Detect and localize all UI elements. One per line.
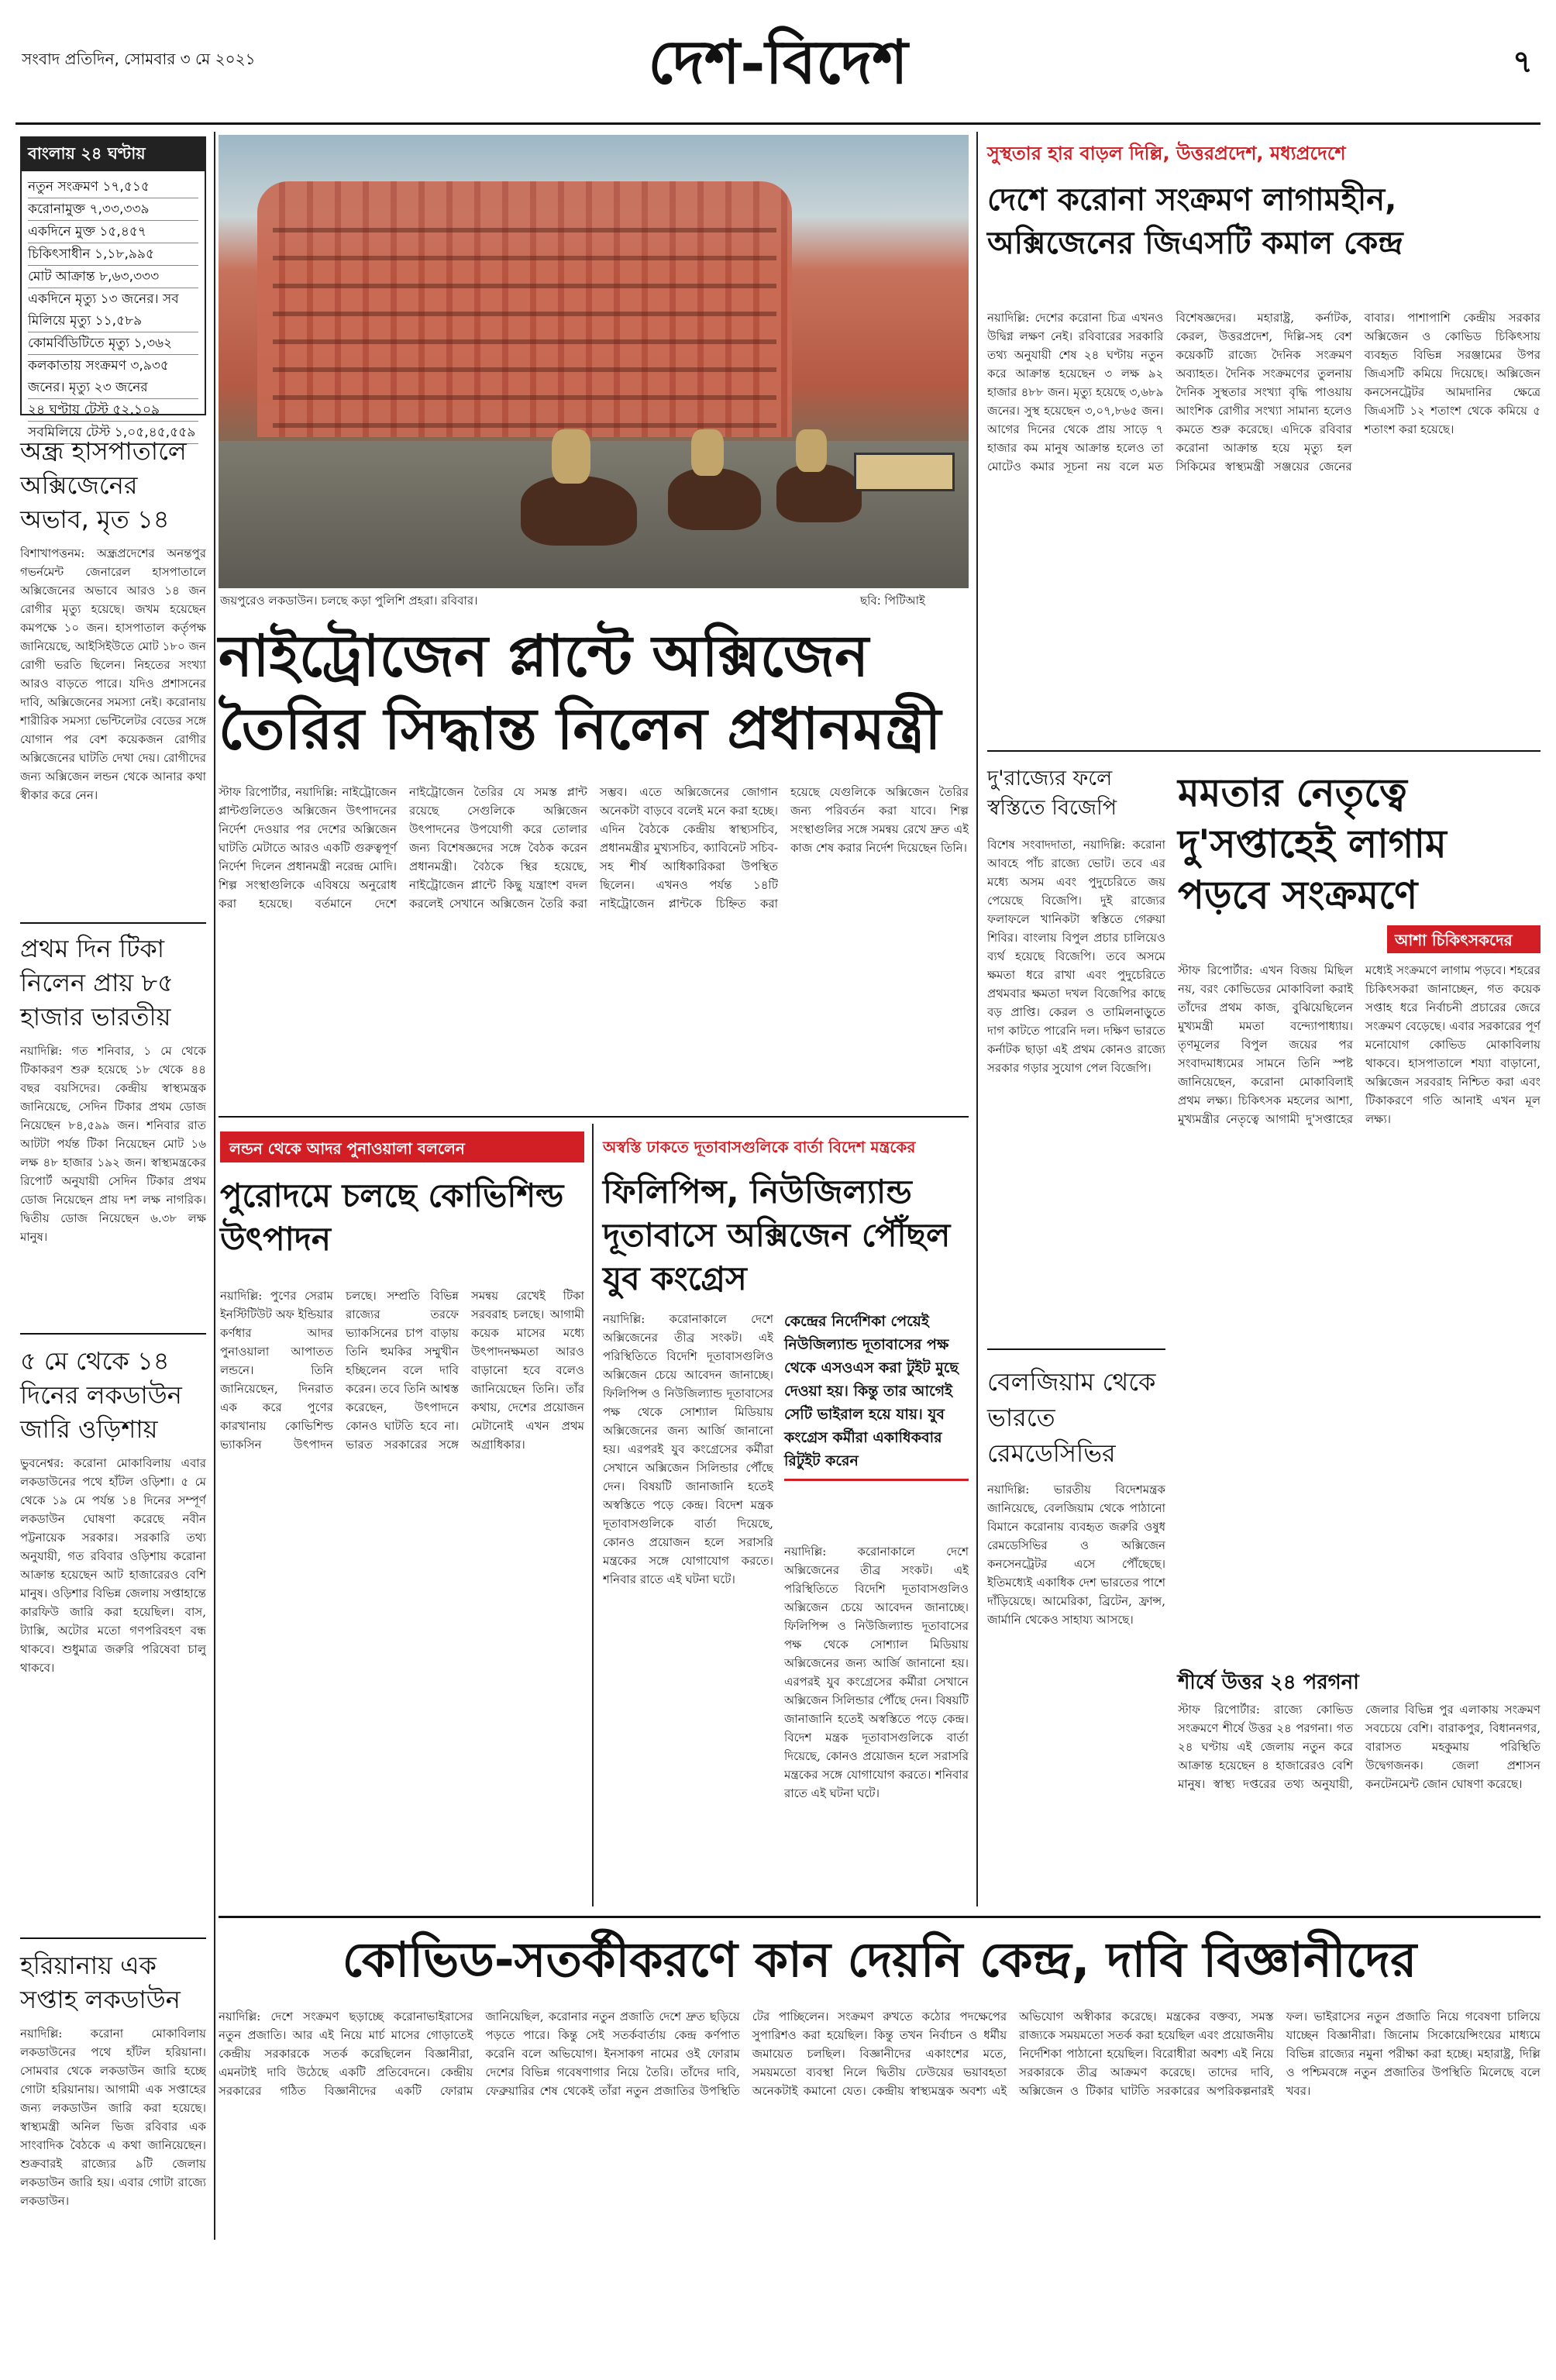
top-right-body: নয়াদিল্লি: দেশের করোনা চিত্র এখনও উদ্বিগ্ন লক্ষণ নেই। রবিবারের সরকারি তথ্য অনুযায়ী শেষ ২৪ ঘণ্টায় নতুন করে আক্রান্ত হয়েছেন ৩ লক্ষ ৯২ হাজার ৪৮৮ জন। মৃত্যু হয়েছে ৩,৬৮৯ জনের। সুস্থ হয়েছেন ৩,০৭,৮৬৫ জন। আগের দিনের থেকে প্রায় সাড়ে ৭ হাজার কম মানুষ আক্রান্ত হলেও তা মোটেও কমার সূচনা নয় বলে মত বিশেষজ্ঞদের। মহারাষ্ট্র, কর্নাটক, কেরল, উত্তরপ্রদেশ, দিল্লি-সহ বেশ কয়েকটি রাজ্যে দৈনিক সংক্রমণ অব্যাহত। দৈনিক সংক্রমণের তুলনায় দৈনিক সুস্থতার সংখ্যা বৃদ্ধি পাওয়ায় আংশিক রোগীর সংখ্যা সামান্য হলেও কমতে শুরু করেছে। এদিকে রবিবার করোনা আক্রান্ত হয়ে মৃত্যু হল সিকিমের স্বাস্থ্যমন্ত্রী সঞ্জয়ের জেনের বাবার। পাশাপাশি কেন্দ্রীয় সরকার অক্সিজেন ও কোভিড চিকিৎসায় ব্যবহৃত বিভিন্ন সরঞ্জামের উপর জিএসটি কমিয়ে দিয়েছে। অক্সিজেন কনসেনট্রেটর আমদানির ক্ষেত্রে জিএসটি ১২ শতাংশ থেকে কমিয়ে ৫ শতাংশ করা হয়েছে। — [987, 311, 1541, 474]
photo-caption: জয়পুরেও লকডাউন। চলছে কড়া পুলিশি প্রহরা। রবিবার। — [220, 594, 478, 608]
mamata-headline: মমতার নেতৃত্বে দু'সপ্তাহেই লাগাম পড়বে সংক্রমণে — [1178, 770, 1447, 918]
stats-row: একদিনে মৃত্যু ১৩ জনের। সব মিলিয়ে মৃত্যু ১১,৫৮৯ — [28, 288, 198, 332]
bottom-headline: কোভিড-সতর্কীকরণে কান দেয়নি কেন্দ্র, দাবি বিজ্ঞানীদের — [342, 1931, 1417, 1988]
bjp-body: বিশেষ সংবাদদাতা, নয়াদিল্লি: করোনা আবহে পাঁচ রাজ্যে ভোট। তবে এর মধ্যে অসম এবং পুদুচেরিতে জয় পেয়েছে বিজেপি। দুই রাজ্যের ফলাফলে খানিকটা স্বস্তিতে গেরুয়া শিবির। বাংলায় বিপুল প্রচার চালিয়েও ব্যর্থ হয়েছে বিজেপি। তবে অসমে ক্ষমতা ধরে রাখা এবং পুদুচেরিতে প্রথমবার ক্ষমতা দখল বিজেপির কাছে বড় প্রাপ্তি। কেরল ও তামিলনাড়ুতে দাগ কাটতে পারেনি দল। দক্ষিণ ভারতে কর্নাটক ছাড়া এই প্রথম কোনও রাজ্যে সরকার গড়ার সুযোগ পেল বিজেপি। — [987, 838, 1165, 1075]
top-right-kicker: সুস্থতার হার বাড়ল দিল্লি, উত্তরপ্রদেশ, মধ্যপ্রদেশে — [987, 143, 1346, 164]
masthead: দেশ-বিদেশ — [648, 27, 908, 98]
stats-row: কলকাতায় সংক্রমণ ৩,৯৩৫ জনের। মৃত্যু ২৩ জনের — [28, 355, 198, 399]
philippines-kicker: অস্বস্তি ঢাকতে দূতাবাসগুলিকে বার্তা বিদেশ মন্ত্রকের — [603, 1138, 916, 1156]
top-right-headline: দেশে করোনা সংক্রমণ লাগামহীন, অক্সিজেনের জিএসটি কমাল কেন্দ্র — [987, 182, 1403, 261]
haryana-story — [20, 1948, 206, 2319]
stats-list — [28, 176, 198, 444]
mamata-subhead: আশা চিকিৎসকদের — [1387, 925, 1541, 953]
bjp-headline: দু'রাজ্যের ফলে স্বস্তিতে বিজেপি — [987, 766, 1117, 820]
vaccine-headline: প্রথম দিন টিকা নিলেন প্রায় ৮৫ হাজার ভারতীয় — [20, 934, 174, 1032]
andhra-headline: অন্ধ্র হাসপাতালে অক্সিজেনের অভাব, মৃত ১৪ — [20, 436, 187, 534]
stats-row: নতুন সংক্রমণ ১৭,৫১৫ — [28, 176, 198, 198]
belgium-body: নয়াদিল্লি: ভারতীয় বিদেশমন্ত্রক জানিয়েছে, বেলজিয়াম থেকে পাঠানো বিমানে করোনায় ব্যবহৃত জরুরি ওষুধ রেমডেসিভির ও অক্সিজেন কনসেনট্রেটর এসে পৌঁছেছে। ইতিমধ্যেই একাধিক দেশ ভারতের পাশে দাঁড়িয়েছে। আমেরিকা, ব্রিটেন, ফ্রান্স, জার্মানি থেকেও সাহায্য আসছে। — [987, 1483, 1165, 1627]
odisha-story — [20, 1344, 206, 1927]
haryana-headline: হরিয়ানায় এক সপ্তাহ লকডাউন — [20, 1951, 181, 2014]
serum-headline: পুরোদমে চলছে কোভিশিল্ড উৎপাদন — [220, 1176, 564, 1258]
andhra-body: বিশাখাপত্তনম: অন্ধ্রপ্রদেশের অনন্তপুর গভর্নমেন্ট জেনারেল হাসপাতালে অক্সিজেনের অভাবে আরও ১৪ জন রোগীর মৃত্যু হয়েছে। জখম হয়েছেন কমপক্ষে ১০ জন। হাসপাতাল কর্তৃপক্ষ জানিয়েছে, আইসিইউতে মোট ১৮০ জন রোগী ভরতি ছিলেন। নিহতের সংখ্যা আরও বাড়তে পারে। যদিও প্রশাসনের দাবি, অক্সিজেনের সমস্যা নেই। করোনায় শারীরিক সমস্যা ভেন্টিলেটর বেডের সঙ্গে যোগান পর বেশ কয়েকজন রোগীর অক্সিজেনের ঘাটতি দেখা দেয়। রোগীদের জন্য অক্সিজেন লন্ডন থেকে আনার কথা স্বীকার করে নেন। — [20, 546, 206, 802]
haryana-body: নয়াদিল্লি: করোনা মোকাবিলায় লকডাউনের পথে হাঁটল হরিয়ানা। সোমবার থেকে লকডাউন জারি হচ্ছে গোটা হরিয়ানায়। আগামী এক সপ্তাহের জন্য লকডাউন জারি করা হয়েছে। স্বাস্থ্যমন্ত্রী অনিল ভিজ রবিবার এক সাংবাদিক বৈঠকে এ কথা জানিয়েছেন। শুক্রবারই রাজ্যের ৯টি জেলায় লকডাউন জারি হয়। এবার গোটা রাজ্যে লকডাউন। — [20, 2027, 206, 2208]
vaccine-body: নয়াদিল্লি: গত শনিবার, ১ মে থেকে টিকাকরণ শুরু হয়েছে ১৮ থেকে ৪৪ বছর বয়সিদের। কেন্দ্রীয় স্বাস্থ্যমন্ত্রক জানিয়েছে, সেদিন টিকার প্রথম ডোজ নিয়েছেন ৮৪,৫৯৯ জন। শনিবার রাত আটটা পর্যন্ত টিকা নিয়েছেন মোট ১৬ লক্ষ ৪৮ হাজার ১৯২ জন। স্বাস্থ্যমন্ত্রকের রিপোর্ট অনুযায়ী সেদিন টিকার প্রথম ডোজ নিয়েছেন প্রায় দশ লক্ষ নাগরিক। দ্বিতীয় ডোজ নিয়েছেন ৬.৩৮ লক্ষ মানুষ। — [20, 1044, 206, 1244]
odisha-headline: ৫ মে থেকে ১৪ দিনের লকডাউন জারি ওড়িশায় — [20, 1346, 182, 1444]
bottom-body: নয়াদিল্লি: দেশে সংক্রমণ ছড়াচ্ছে করোনাভাইরাসের নতুন প্রজাতি। আর এই নিয়ে মার্চ মাসের গোড়াতেই কেন্দ্রীয় সরকারকে সতর্ক করেছিলেন বিজ্ঞানীরা, এমনটাই দাবি উঠেছে একটি প্রতিবেদনে। কেন্দ্রীয় সরকারের গঠিত বিজ্ঞানীদের একটি ফোরাম জানিয়েছিল, করোনার নতুন প্রজাতি দেশে দ্রুত ছড়িয়ে পড়তে পারে। কিন্তু সেই সতর্কবার্তায় কেন্দ্র কর্ণপাত করেনি বলে অভিযোগ। ইনসাকগ নামের ওই ফোরাম দেশের বিভিন্ন গবেষণাগার নিয়ে তৈরি। তাঁদের দাবি, ফেব্রুয়ারির শেষ থেকেই তাঁরা নতুন প্রজাতির উপস্থিতি টের পাচ্ছিলেন। সংক্রমণ রুখতে কঠোর পদক্ষেপের সুপারিশও করা হয়েছিল। কিন্তু তখন নির্বাচন ও ধর্মীয় জমায়েত চলছিল। বিজ্ঞানীদের একাংশের মতে, সময়মতো ব্যবস্থা নিলে দ্বিতীয় ঢেউয়ের ভয়াবহতা অনেকটাই কমানো যেত। কেন্দ্রীয় স্বাস্থ্যমন্ত্রক অবশ্য এই অভিযোগ অস্বীকার করেছে। মন্ত্রকের বক্তব্য, সমস্ত রাজ্যকে সময়মতো সতর্ক করা হয়েছিল এবং প্রয়োজনীয় নির্দেশিকা পাঠানো হয়েছিল। বিরোধীরা অবশ্য এই নিয়ে সরকারকে তীব্র আক্রমণ করেছে। তাদের দাবি, অক্সিজেন ও টিকার ঘাটতি সরকারের অপরিকল্পনারই ফল। ভাইরাসের নতুন প্রজাতি নিয়ে গবেষণা চালিয়ে যাচ্ছেন বিজ্ঞানীরা। জিনোম সিকোয়েন্সিংয়ের মাধ্যমে বিভিন্ন রাজ্যের নমুনা পরীক্ষা করা হচ্ছে। মহারাষ্ট্র, দিল্লি ও পশ্চিমবঙ্গে নতুন প্রজাতির উপস্থিতি মিলেছে বলে খবর। — [219, 2010, 1541, 2098]
page-number: ৭ — [1512, 44, 1533, 80]
philippines-body-2: নয়াদিল্লি: করোনাকালে দেশে অক্সিজেনের তীব্র সংকট। এই পরিস্থিতিতে বিদেশি দূতাবাসগুলিও অক্সিজেন চেয়ে আবেদন জানাচ্ছে। ফিলিপিন্স ও নিউজিল্যান্ড দূতাবাসের পক্ষ থেকে সোশ্যাল মিডিয়ায় অক্সিজেনের জন্য আর্জি জানানো হয়। এরপরই যুব কংগ্রেসের কর্মীরা সেখানে অক্সিজেন সিলিন্ডার পৌঁছে দেন। বিষয়টি জানাজানি হতেই অস্বস্তিতে পড়ে কেন্দ্র। বিদেশ মন্ত্রক দূতাবাসগুলিকে বার্তা দিয়েছে, কোনও প্রয়োজন হলে সরাসরি মন্ত্রকের সঙ্গে যোগাযোগ করতে। শনিবার রাতে এই ঘটনা ঘটে। — [784, 1545, 969, 1800]
right-rule-2 — [987, 1348, 1165, 1350]
jaipur-photo — [219, 135, 969, 588]
vaccine-story — [20, 932, 206, 1328]
odisha-body: ভুবনেশ্বর: করোনা মোকাবিলায় এবার লকডাউনের পথে হাঁটল ওড়িশা। ৫ মে থেকে ১৯ মে পর্যন্ত ১৪ দিনের সম্পূর্ণ লকডাউন ঘোষণা করেছে নবীন পট্টনায়েক সরকার। সরকারি তথ্য অনুযায়ী, গত রবিবার ওড়িশায় করোনা আক্রান্ত হয়েছেন আট হাজারেরও বেশি মানুষ। ওড়িশার বিভিন্ন জেলায় সপ্তাহান্তে কারফিউ জারি করা হয়েছিল। বাস, ট্যাক্সি, অটোর মতো গণপরিবহণ বন্ধ থাকবে। শুধুমাত্র জরুরি পরিষেবা চালু থাকবে। — [20, 1456, 206, 1675]
stats-row: মোট আক্রান্ত ৮,৬৩,৩৩৩ — [28, 266, 198, 288]
belgium-headline: বেলজিয়াম থেকে ভারতে রেমডেসিভির — [987, 1367, 1156, 1468]
nitrogen-headline: নাইট্রোজেন প্লান্টে অক্সিজেন তৈরির সিদ্ধান্ত নিলেন প্রধানমন্ত্রী — [219, 623, 942, 763]
stats-row: কোমর্বিডিটিতে মৃত্যু ১,৩৬২ — [28, 332, 198, 355]
left-rule-2 — [20, 1333, 206, 1335]
stats-row: চিকিৎসাধীন ১,১৮,৯৯৫ — [28, 243, 198, 266]
philippines-pullquote: কেন্দ্রের নির্দেশিকা পেয়েই নিউজিল্যান্ড দূতাবাসের পক্ষ থেকে এসওএস করা টুইট মুছে দেওয়া হয়। কিন্তু তার আগেই সেটি ভাইরাল হয়ে যায়। যুব কংগ্রেস কর্মীরা একাধিকবার রিটুইট করেন — [784, 1310, 969, 1481]
left-rule-3 — [20, 1937, 206, 1939]
header-date: সংবাদ প্রতিদিন, সোমবার ৩ মে ২০২১ — [22, 50, 256, 68]
stats-row: একদিনে মুক্ত ১৫,৪৫৭ — [28, 221, 198, 243]
north24-headline: শীর্ষে উত্তর ২৪ পরগনা — [1178, 1671, 1359, 1694]
stats-row: করোনামুক্ত ৭,৩৩,৩৩৯ — [28, 198, 198, 221]
photo-credit: ছবি: পিটিআই — [860, 594, 925, 608]
right-divider — [976, 132, 978, 1906]
north24-body: স্টাফ রিপোর্টার: রাজ্যে কোভিড সংক্রমণে শীর্ষে উত্তর ২৪ পরগনা। গত ২৪ ঘণ্টায় এই জেলায় নতুন করে আক্রান্ত হয়েছেন ৪ হাজারেরও বেশি মানুষ। স্বাস্থ্য দপ্তরের তথ্য অনুযায়ী, জেলার বিভিন্ন পুর এলাকায় সংক্রমণ সবচেয়ে বেশি। বারাকপুর, বিধাননগর, বারাসত মহকুমায় পরিস্থিতি উদ্বেগজনক। জেলা প্রশাসন কনটেনমেন্ট জোন ঘোষণা করেছে। — [1178, 1703, 1541, 1791]
mid-rule — [219, 1116, 969, 1118]
serum-kicker: লন্ডন থেকে আদর পুনাওয়ালা বললেন — [220, 1131, 584, 1162]
left-divider — [214, 132, 215, 2240]
bottom-rule — [219, 1916, 1541, 1918]
left-rule-1 — [20, 922, 206, 924]
header-rule — [15, 122, 1541, 125]
serum-divider — [592, 1124, 594, 1906]
stats-box — [20, 136, 206, 440]
nitrogen-body: স্টাফ রিপোর্টার, নয়াদিল্লি: নাইট্রোজেন প্লান্টগুলিতেও অক্সিজেন উৎপাদনের নির্দেশ দেওয়ার পর দেশের অক্সিজেন ঘাটতি মেটাতে আরও একটি গুরুত্বপূর্ণ নির্দেশ দিলেন প্রধানমন্ত্রী নরেন্দ্র মোদি। শিল্প সংস্থাগুলিকে এবিষয়ে অনুরোধ করা হয়েছে। বর্তমানে দেশে নাইট্রোজেন তৈরির যে সমস্ত প্লান্ট রয়েছে সেগুলিকে অক্সিজেন উৎপাদনের উপযোগী করে তোলার জন্য বিশেষজ্ঞদের সঙ্গে বৈঠক করেন প্রধানমন্ত্রী। বৈঠকে স্থির হয়েছে, নাইট্রোজেন প্লান্টে কিছু যন্ত্রাংশ বদল করলেই সেখানে অক্সিজেন তৈরি করা সম্ভব। এতে অক্সিজেনের জোগান অনেকটা বাড়বে বলেই মনে করা হচ্ছে। এদিন বৈঠকে কেন্দ্রীয় স্বাস্থ্যসচিব, প্রধানমন্ত্রীর মুখ্যসচিব, ক্যাবিনেট সচিব-সহ শীর্ষ আধিকারিকরা উপস্থিত ছিলেন। এখনও পর্যন্ত ১৪টি নাইট্রোজেন প্লান্টকে চিহ্নিত করা হয়েছে যেগুলিকে অক্সিজেন তৈরির জন্য পরিবর্তন করা যাবে। শিল্প সংস্থাগুলির সঙ্গে সমন্বয় রেখে দ্রুত এই কাজ শেষ করার নির্দেশ দিয়েছেন তিনি। — [219, 785, 969, 911]
philippines-body: নয়াদিল্লি: করোনাকালে দেশে অক্সিজেনের তীব্র সংকট। এই পরিস্থিতিতে বিদেশি দূতাবাসগুলিও অক্সিজেন চেয়ে আবেদন জানাচ্ছে। ফিলিপিন্স ও নিউজিল্যান্ড দূতাবাসের পক্ষ থেকে সোশ্যাল মিডিয়ায় অক্সিজেনের জন্য আর্জি জানানো হয়। এরপরই যুব কংগ্রেসের কর্মীরা সেখানে অক্সিজেন সিলিন্ডার পৌঁছে দেন। বিষয়টি জানাজানি হতেই অস্বস্তিতে পড়ে কেন্দ্র। বিদেশ মন্ত্রক দূতাবাসগুলিকে বার্তা দিয়েছে, কোনও প্রয়োজন হলে সরাসরি মন্ত্রকের সঙ্গে যোগাযোগ করতে। শনিবার রাতে এই ঘটনা ঘটে। — [603, 1312, 773, 1586]
stats-row: সবমিলিয়ে টেস্ট ১,০৫,৪৫,৫৫৯ — [28, 422, 198, 444]
serum-body: নয়াদিল্লি: পুণের সেরাম ইনস্টিটিউট অফ ইন্ডিয়ার কর্ণধার আদর পুনাওয়ালা আপাতত লন্ডনে। তিনি জানিয়েছেন, দিনরাত এক করে পুণের কারখানায় কোভিশিল্ড ভ্যাকসিন উৎপাদন চলছে। সম্প্রতি বিভিন্ন রাজ্যের তরফে ভ্যাকসিনের চাপ বাড়ায় তিনি হুমকির সম্মুখীন হচ্ছিলেন বলে দাবি করেন। তবে তিনি আশ্বস্ত করেছেন, উৎপাদনে কোনও ঘাটতি হবে না। ভারত সরকারের সঙ্গে সমন্বয় রেখেই টিকা সরবরাহ চলছে। আগামী কয়েক মাসের মধ্যে উৎপাদনক্ষমতা আরও বাড়ানো হবে বলেও জানিয়েছেন তিনি। তাঁর কথায়, দেশের প্রয়োজন মেটানোই এখন প্রথম অগ্রাধিকার। — [220, 1289, 584, 1452]
stats-row: ২৪ ঘণ্টায় টেস্ট ৫২,১০৯ — [28, 399, 198, 422]
right-rule-1 — [987, 750, 1541, 752]
mamata-body: স্টাফ রিপোর্টার: এখন বিজয় মিছিল নয়, বরং কোভিডের মোকাবিলা করাই তাঁদের প্রথম কাজ, বুঝিয়েছিলেন মুখ্যমন্ত্রী মমতা বন্দ্যোপাধ্যায়। তৃণমূলের বিপুল জয়ের পর সংবাদমাধ্যমের সামনে তিনি স্পষ্ট জানিয়েছেন, করোনা মোকাবিলাই প্রথম লক্ষ্য। চিকিৎসক মহলের আশা, মুখ্যমন্ত্রীর নেতৃত্বে আগামী দু'সপ্তাহের মধ্যেই সংক্রমণে লাগাম পড়বে। শহরের চিকিৎসকরা জানাচ্ছেন, গত কয়েক সপ্তাহ ধরে নির্বাচনী প্রচারের জেরে সংক্রমণ বেড়েছে। এবার সরকারের পূর্ণ মনোযোগ কোভিড মোকাবিলায় থাকবে। হাসপাতালে শয্যা বাড়ানো, অক্সিজেন সরবরাহ নিশ্চিত করা এবং টিকাকরণে গতি আনাই এখন মূল লক্ষ্য। — [1178, 963, 1541, 1126]
stats-title: বাংলায় ২৪ ঘণ্টায় — [22, 138, 205, 171]
andhra-story — [20, 434, 206, 877]
philippines-headline: ফিলিপিন্স, নিউজিল্যান্ড দূতাবাসে অক্সিজেন পৌঁছল যুব কংগ্রেস — [603, 1173, 951, 1297]
